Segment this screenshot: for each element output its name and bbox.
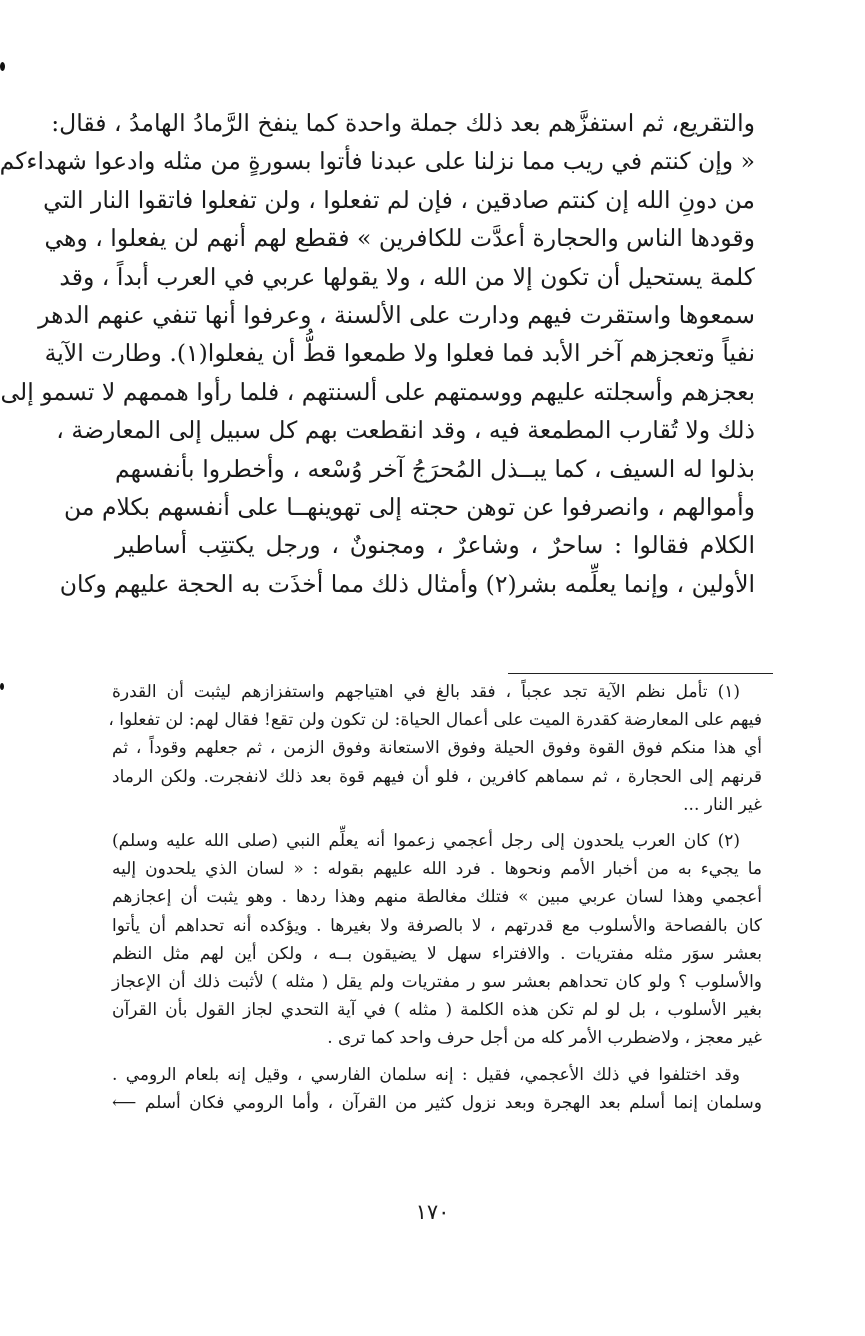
scan-edge-mark-top: [0, 62, 5, 71]
scan-edge-mark-bottom: [0, 683, 4, 690]
footnote-line: وقد اختلفوا في ذلك الأعجمي، فقيل : إنه سلمان الفارسي ، وقيل إنه بلعام الرومي .: [112, 1064, 740, 1085]
body-line: والتقريع، ثم استفزَّهم بعد ذلك جملة واحدة كما ينفخ الرَّمادُ الهامدُ ، فقال:: [51, 109, 755, 137]
footnote-2-continuation: [112, 1061, 762, 1117]
body-line: وقودها الناس والحجارة أعدَّت للكافرين » فقطع لهم أنهم لن يفعلوا ، وهي: [44, 224, 755, 253]
body-line: « وإن كنتم في ريب مما نزلنا على عبدنا فأتوا بسورةٍ من مثله وادعوا شهداءكم: [0, 147, 755, 176]
footnotes-section: [108, 678, 762, 1125]
footnote-line: غير النار ...: [683, 794, 762, 815]
body-line: كلمة يستحيل أن تكون إلا من الله ، ولا يقولها عربي في العرب أبداً ، وقد: [59, 262, 755, 291]
body-line: ذلك ولا تُقارب المطمعة فيه ، وقد انقطعت بهم كل سبيل إلى المعارضة ،: [56, 416, 755, 445]
page-number: ١٧٠: [415, 1200, 450, 1224]
footnote-line: قرنهم إلى الحجارة ، ثم سماهم كافرين ، فلو أن فيهم قوة بعد ذلك لانفجرت. ولكن الرماد: [112, 766, 762, 787]
footnote-line: وسلمان إنما أسلم بعد الهجرة وبعد نزول كثير من القرآن ، وأما الرومي فكان أسلم ⟵: [112, 1092, 762, 1113]
body-line: نفياً وتعجزهم آخر الأبد فما فعلوا ولا طمعوا قطُّ أن يفعلوا(١). وطارت الآية: [44, 339, 755, 368]
footnote-line: أي هذا منكم فوق القوة وفوق الحيلة وفوق الاستعانة وفوق الزمن ، ثم جعلهم وقوداً ، ثم: [112, 738, 762, 759]
footnote-1: [108, 678, 762, 819]
footnote-line: فيهم على المعارضة كقدرة الميت على أعمال الحياة: لن تكون ولن تقع! فقال لهم: لن تفعلوا ،: [108, 710, 762, 731]
footnote-divider: [508, 673, 773, 674]
footnote-line: بعشر سوَر مثله مفتريات . والافتراء سهل لا يضيقون بــه ، ولكن أين لهم مثل النظم: [112, 943, 762, 964]
body-line: الأولين ، وإنما يعلِّمه بشر(٢) وأمثال ذلك مما أخذَت به الحجة عليهم وكان: [59, 569, 755, 598]
body-line: وأموالهم ، وانصرفوا عن توهن حجته إلى تهوينهــا على أنفسهم بكلام من: [64, 493, 755, 522]
footnote-line: (٢) كان العرب يلحدون إلى رجل أعجمي زعموا أنه يعلِّم النبي (صلى الله عليه وسلم): [112, 831, 740, 852]
footnote-line: والأسلوب ؟ ولو كان تحداهم بعشر سو ر مفتريات ولم يقل ( مثله ) لأثبت ذلك أن الإعجاز: [112, 972, 762, 993]
footnote-line: (١) تأمل نظم الآية تجد عجباً ، فقد بالغ في اهتياجهم واستفزازهم ليثبت أن القدرة: [112, 682, 740, 702]
footnote-line: بغير الأسلوب ، بل لو لم تكن هذه الكلمة ( مثله ) في آية التحدي لجاز القول بأن القرآن: [112, 1000, 762, 1021]
footnote-2: [112, 827, 762, 1053]
body-line: الكلام فقالوا : ساحرٌ ، وشاعرٌ ، ومجنونٌ ، ورجل يكتتِب أساطير: [115, 531, 755, 560]
body-line: بذلوا له السيف ، كما يبــذل المُحرَجُ آخر وُسْعه ، وأخطروا بأنفسهم: [115, 454, 755, 483]
body-line: بعجزهم وأسجلته عليهم ووسمتهم على ألسنتهم ، فلما رأوا هممهم لا تسمو إلى: [0, 377, 755, 406]
body-line: سمعوها واستقرت فيهم ودارت على الألسنة ، وعرفوا أنها تنفي عنهم الدهر: [38, 301, 755, 330]
footnote-line: كان بالفصاحة والأسلوب مع قدرتهم ، لا بالصرفة ولا بغيرها . ويؤكده أنه تحداهم أن يأتوا: [112, 915, 762, 936]
footnote-line: غير معجز ، ولاضطرب الأمر كله من أجل حرف واحد كما ترى .: [327, 1028, 762, 1049]
main-body-text: [0, 104, 755, 603]
footnote-line: ما يجيء به من أخبار الأمم ونحوها . فرد الله عليهم بقوله : « لسان الذي يلحدون إليه: [112, 859, 762, 880]
body-line: من دونِ الله إن كنتم صادقين ، فإن لم تفعلوا ، ولن تفعلوا فاتقوا النار التي: [43, 185, 755, 214]
footnote-line: أعجمي وهذا لسان عربي مبين » فتلك مغالطة منهم وهذا ردها . وهو يثبت أن إعجازهم: [112, 887, 762, 908]
